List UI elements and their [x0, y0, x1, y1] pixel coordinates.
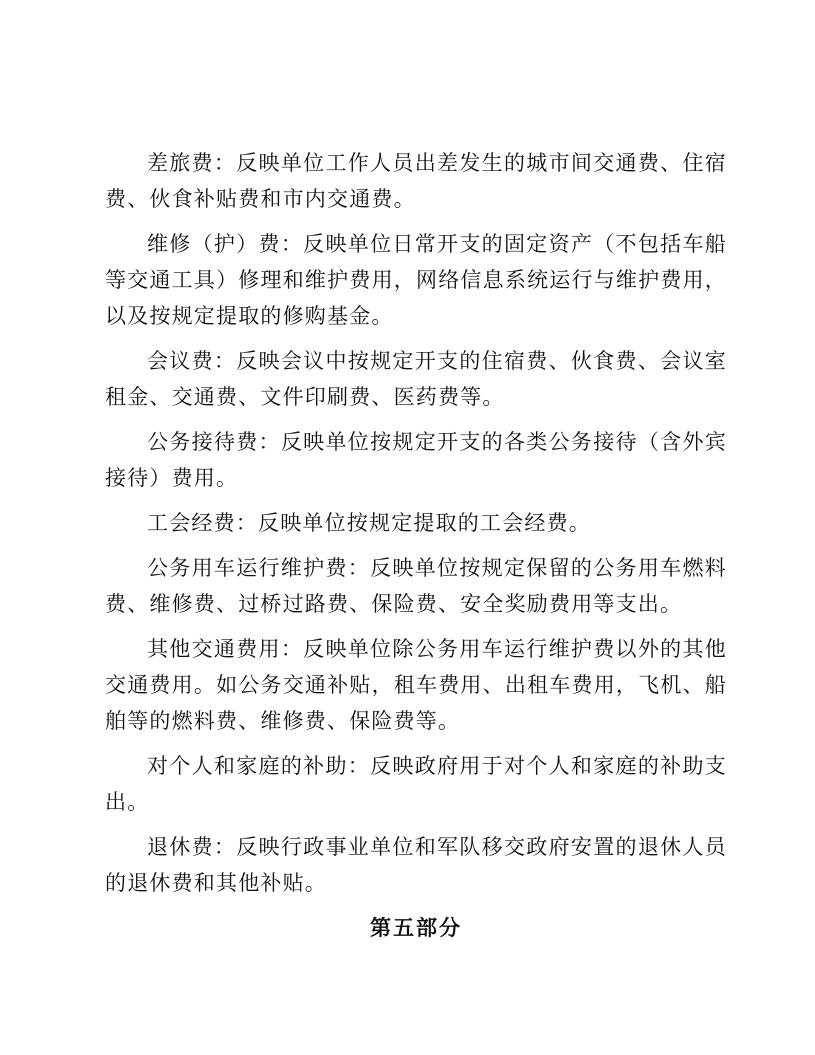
- section-heading: 第五部分: [370, 915, 462, 940]
- paragraph-union-fees: 工会经费：反映单位按规定提取的工会经费。: [147, 511, 591, 535]
- paragraph-maintenance-fees: 维修（护）费：反映单位日常开支的固定资产（不包括车船等交通工具）修理和维护费用，网络信息系统运行与维护费用，以及按规定提取的修购基金。: [105, 232, 727, 328]
- paragraph-other-transport-fees: 其他交通费用：反映单位除公务用车运行维护费以外的其他交通费用。如公务交通补贴，租车费用、出租车费用，飞机、船舶等的燃料费、维修费、保险费等。: [105, 637, 727, 733]
- paragraph-official-vehicle-fees: 公务用车运行维护费：反映单位按规定保留的公务用车燃料费、维修费、过桥过路费、保险费、安全奖励费用等支出。: [105, 556, 727, 616]
- paragraph-family-subsidy: 对个人和家庭的补助：反映政府用于对个人和家庭的补助支出。: [105, 754, 727, 814]
- paragraph-reception-fees: 公务接待费：反映单位按规定开支的各类公务接待（含外宾接待）费用。: [105, 430, 727, 490]
- paragraph-travel-expenses: 差旅费：反映单位工作人员出差发生的城市间交通费、住宿费、伙食补贴费和市内交通费。: [105, 151, 727, 211]
- paragraph-meeting-fees: 会议费：反映会议中按规定开支的住宿费、伙食费、会议室租金、交通费、文件印刷费、医药费等。: [105, 349, 727, 409]
- paragraph-retirement-fees: 退休费：反映行政事业单位和军队移交政府安置的退休人员的退休费和其他补贴。: [105, 835, 727, 895]
